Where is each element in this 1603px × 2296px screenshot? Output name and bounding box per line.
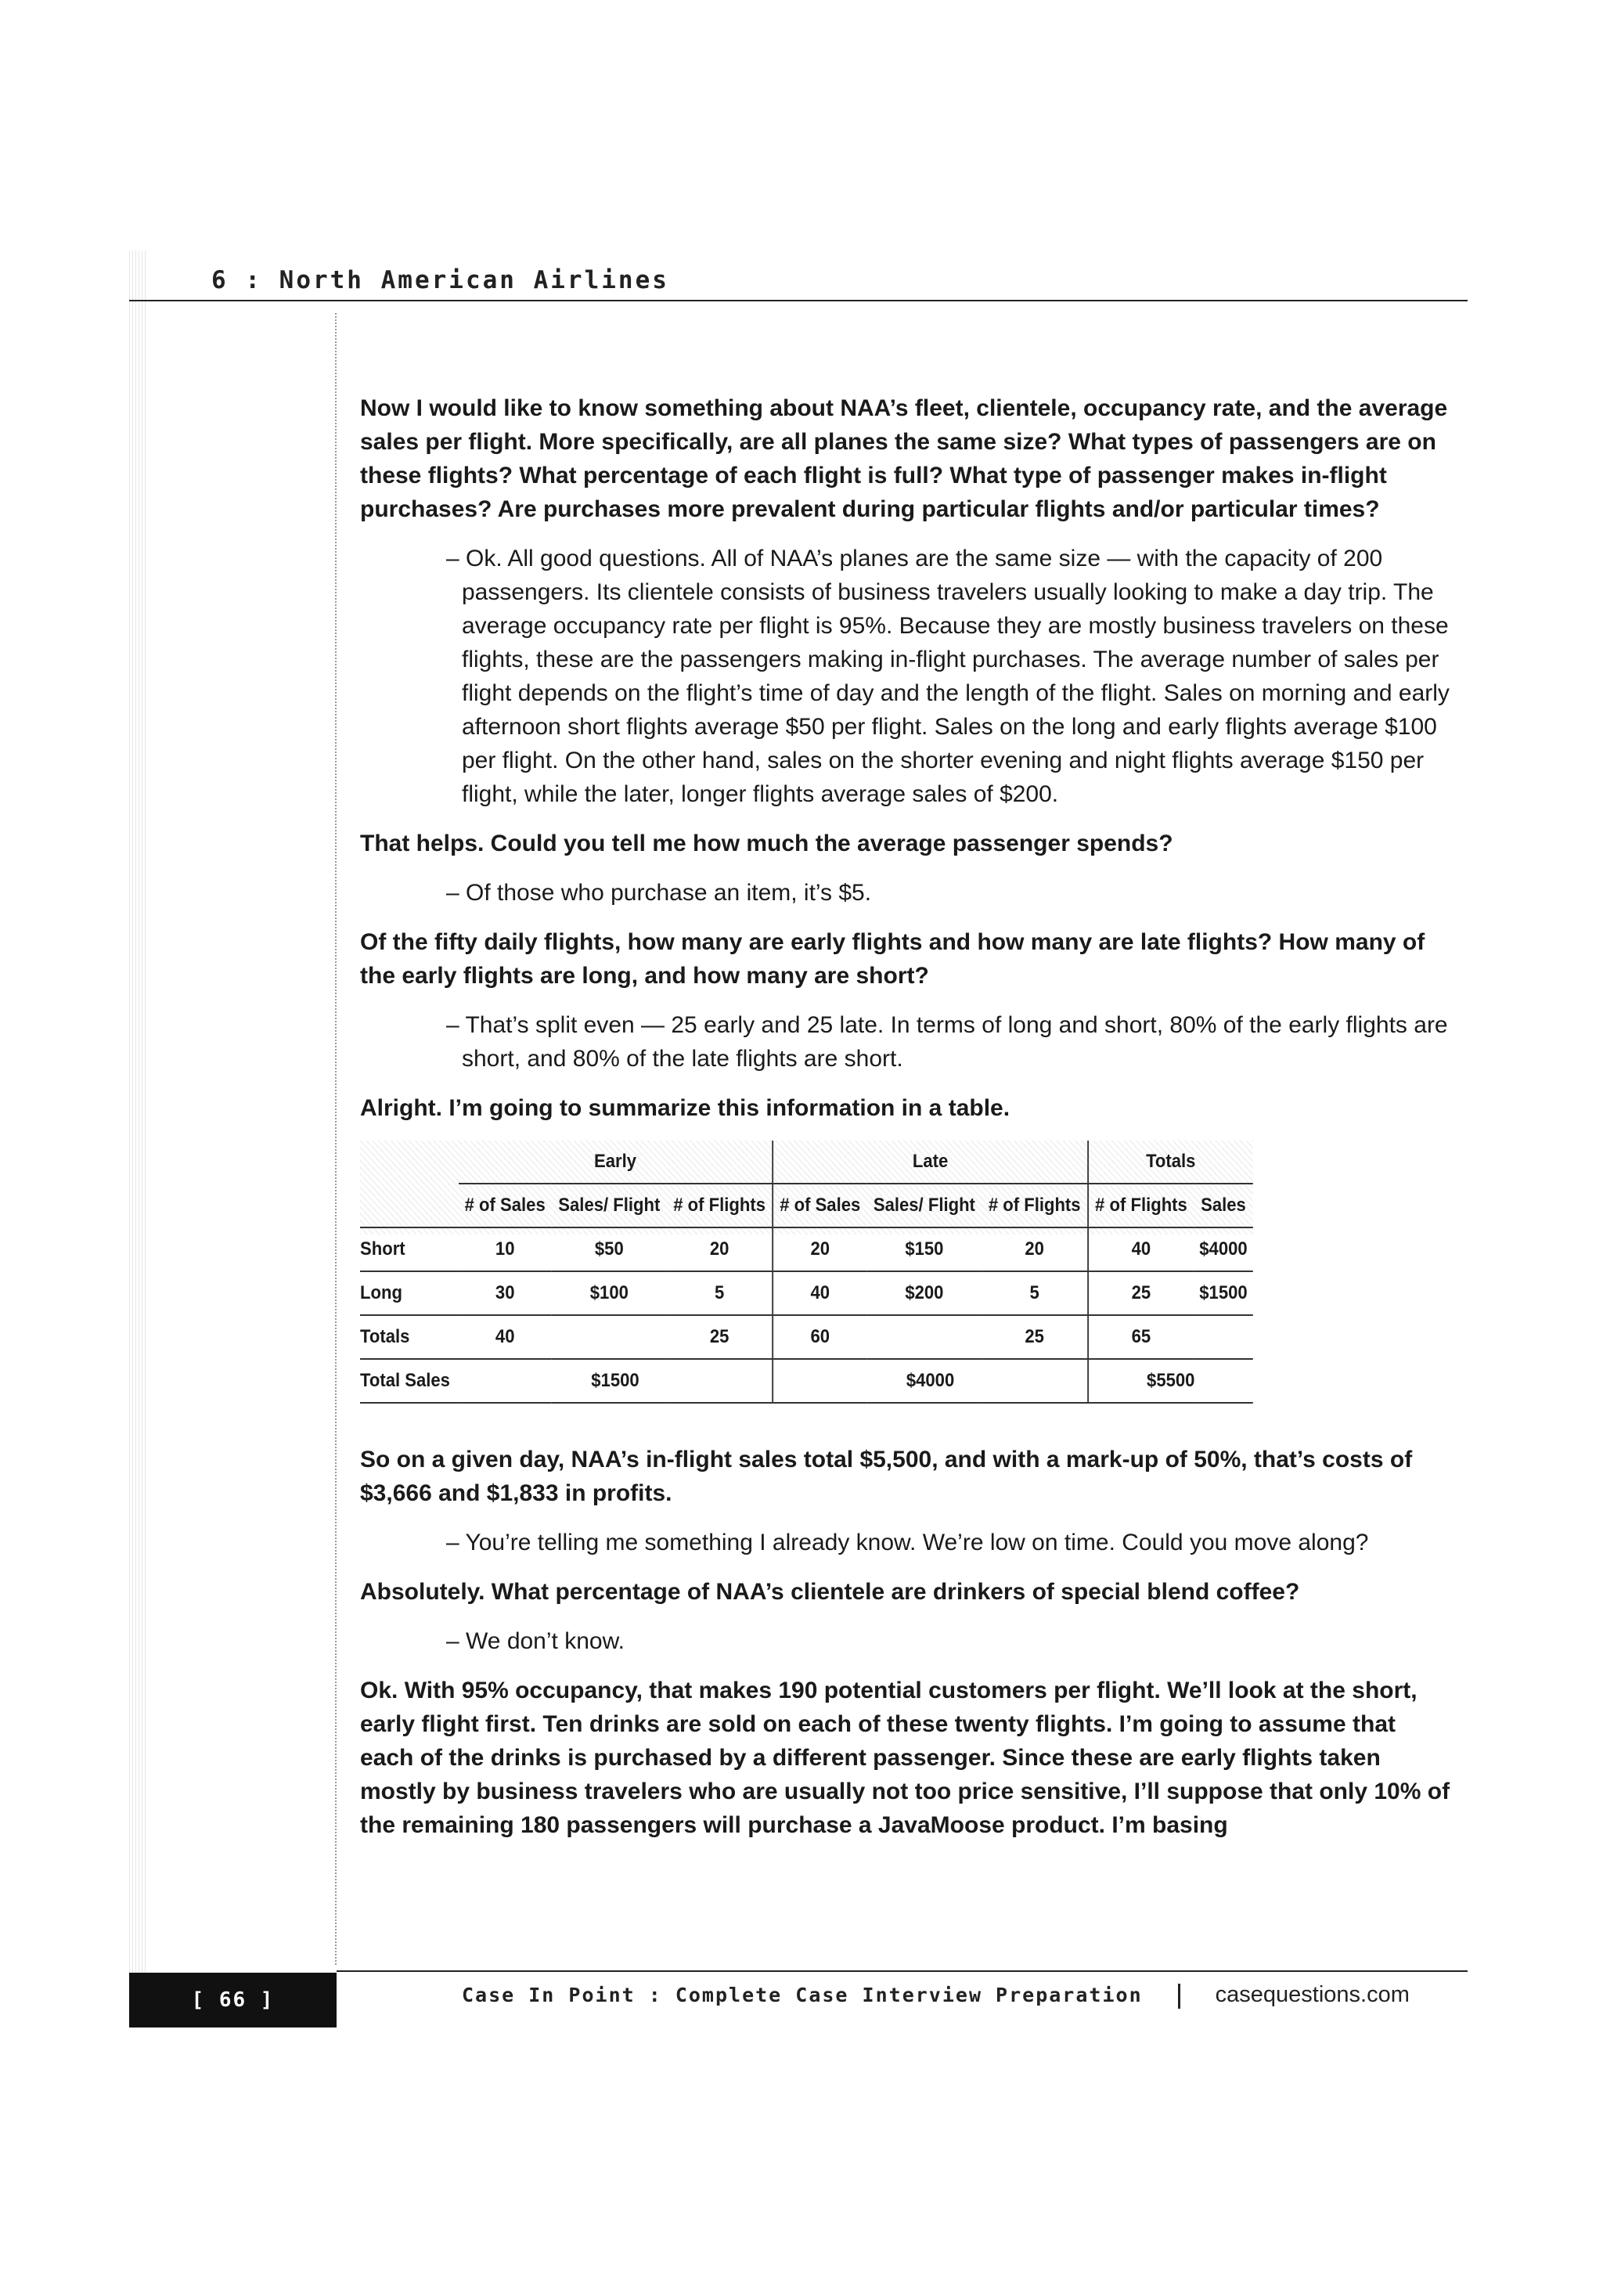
footer-divider [1178, 1984, 1180, 2009]
table-cell [1194, 1315, 1253, 1359]
table-cell: 40 [459, 1315, 552, 1359]
table-cell: 40 [773, 1271, 866, 1315]
table-cell: 20 [982, 1227, 1087, 1271]
table-total-all: $5500 [1088, 1359, 1253, 1403]
table-group-row [360, 1141, 1253, 1184]
table-cell [552, 1315, 667, 1359]
table-row-label: Totals [360, 1315, 459, 1359]
table-group-header: Late [773, 1141, 1088, 1184]
table-row-label: Long [360, 1271, 459, 1315]
interviewer-question: So on a given day, NAA’s in-flight sales total $5,500, and with a mark-up of 50%, that’s costs of $3,666 and $1,833 in profits. [360, 1447, 1413, 1506]
table-cell: 5 [982, 1271, 1087, 1315]
footer-site: casequestions.com [1215, 1982, 1410, 2007]
table-cell: 25 [1088, 1271, 1194, 1315]
table-column-header: # of Flights [1088, 1184, 1194, 1227]
summary-table [360, 1141, 1253, 1404]
interviewer-question: Absolutely. What percentage of NAA’s clientele are drinkers of special blend coffee? [360, 1579, 1300, 1605]
table-cell: 20 [667, 1227, 773, 1271]
table-cell: 65 [1088, 1315, 1194, 1359]
table-cell: $100 [552, 1271, 667, 1315]
table-row [360, 1271, 1253, 1315]
table-column-header-row [360, 1184, 1253, 1227]
table-corner-label [360, 1184, 459, 1227]
margin-dotted-rule [335, 313, 337, 1965]
table-column-header: # of Flights [982, 1184, 1087, 1227]
table-column-header: # of Sales [773, 1184, 866, 1227]
table-cell: $50 [552, 1227, 667, 1271]
table-cell: 30 [459, 1271, 552, 1315]
interviewer-answer: – You’re telling me something I already know. We’re low on time. Could you move along? [446, 1530, 1369, 1555]
table-corner [360, 1141, 459, 1184]
table-column-header: Sales [1194, 1184, 1253, 1227]
table-cell: 5 [667, 1271, 773, 1315]
interviewer-answer: – We don’t know. [446, 1628, 625, 1654]
table-total-late: $4000 [773, 1359, 1088, 1403]
page-number: [ 66 ] [129, 1973, 337, 2027]
footer-book-title: Case In Point : Complete Case Interview Preparation [462, 1984, 1143, 2006]
table-cell: $150 [866, 1227, 982, 1271]
interviewer-question: Now I would like to know something about NAA’s fleet, clientele, occupancy rate, and the average sales per flight. More specifically, are all planes the same size? What types of passengers are on these flights? What percentage of each flight is full? What type of passenger makes in-flight purchases? Are purchases more prevalent during particular flights and/or particular times? [360, 395, 1448, 522]
table-column-header: Sales/ Flight [866, 1184, 982, 1227]
table-column-header: Sales/ Flight [552, 1184, 667, 1227]
table-cell: 25 [982, 1315, 1087, 1359]
table-column-header: # of Flights [667, 1184, 773, 1227]
interviewer-answer: – That’s split even — 25 early and 25 late. In terms of long and short, 80% of the early flights are short, and 80% of the late flights are short. [446, 1012, 1448, 1072]
interviewer-question: Of the fifty daily flights, how many are early flights and how many are late flights? How many of the early flights are long, and how many are short? [360, 929, 1425, 989]
page-content [360, 391, 1452, 1858]
interviewer-answer: – Ok. All good questions. All of NAA’s planes are the same size — with the capacity of 200 passengers. Its clientele consists of business travelers usually looking to make a day trip. The average occupancy rate per flight is 95%. Because they are mostly business travelers on these flights, these are the passengers making in-flight purchases. The average number of sales per flight depends on the flight’s time of day and the length of the flight. Sales on morning and early afternoon short flights average $50 per flight. Sales on the long and early flights average $100 per flight. On the other hand, sales on the shorter evening and night flights average $150 per flight, while the later, longer flights average sales of $200. [446, 546, 1450, 807]
interviewer-question: Ok. With 95% occupancy, that makes 190 potential customers per flight. We’ll look at the short, early flight first. Ten drinks are sold on each of these twenty flights. I’m going to assume that each of the drinks is purchased by a different passenger. Since these are early flights taken mostly by business travelers who are usually not too price sensitive, I’ll suppose that only 10% of the remaining 180 passengers will purchase a JavaMoose product. I’m basing [360, 1678, 1450, 1838]
table-cell: $1500 [1194, 1271, 1253, 1315]
table-cell: 60 [773, 1315, 866, 1359]
table-cell: 40 [1088, 1227, 1194, 1271]
table-cell: 20 [773, 1227, 866, 1271]
interviewer-question: That helps. Could you tell me how much the average passenger spends? [360, 831, 1173, 856]
table-group-header: Early [459, 1141, 773, 1184]
header-rule [129, 300, 1468, 301]
table-row-label: Total Sales [360, 1359, 459, 1403]
table-total-sales-row [360, 1359, 1253, 1403]
table-row-label: Short [360, 1227, 459, 1271]
scan-edge [129, 251, 146, 2027]
running-head: 6 : North American Airlines [211, 266, 669, 294]
interviewer-question: Alright. I’m going to summarize this information in a table. [360, 1095, 1010, 1121]
footer-rule [337, 1970, 1468, 1972]
table-column-header: # of Sales [459, 1184, 552, 1227]
table-row [360, 1227, 1253, 1271]
table-cell [866, 1315, 982, 1359]
table-total-early: $1500 [459, 1359, 773, 1403]
table-cell: $4000 [1194, 1227, 1253, 1271]
table-group-header: Totals [1088, 1141, 1253, 1184]
interviewer-answer: – Of those who purchase an item, it’s $5. [446, 880, 872, 906]
table-cell: $200 [866, 1271, 982, 1315]
table-cell: 10 [459, 1227, 552, 1271]
summary-table-grid [360, 1141, 1253, 1404]
footer [462, 1982, 1410, 2009]
table-cell: 25 [667, 1315, 773, 1359]
table-row [360, 1315, 1253, 1359]
